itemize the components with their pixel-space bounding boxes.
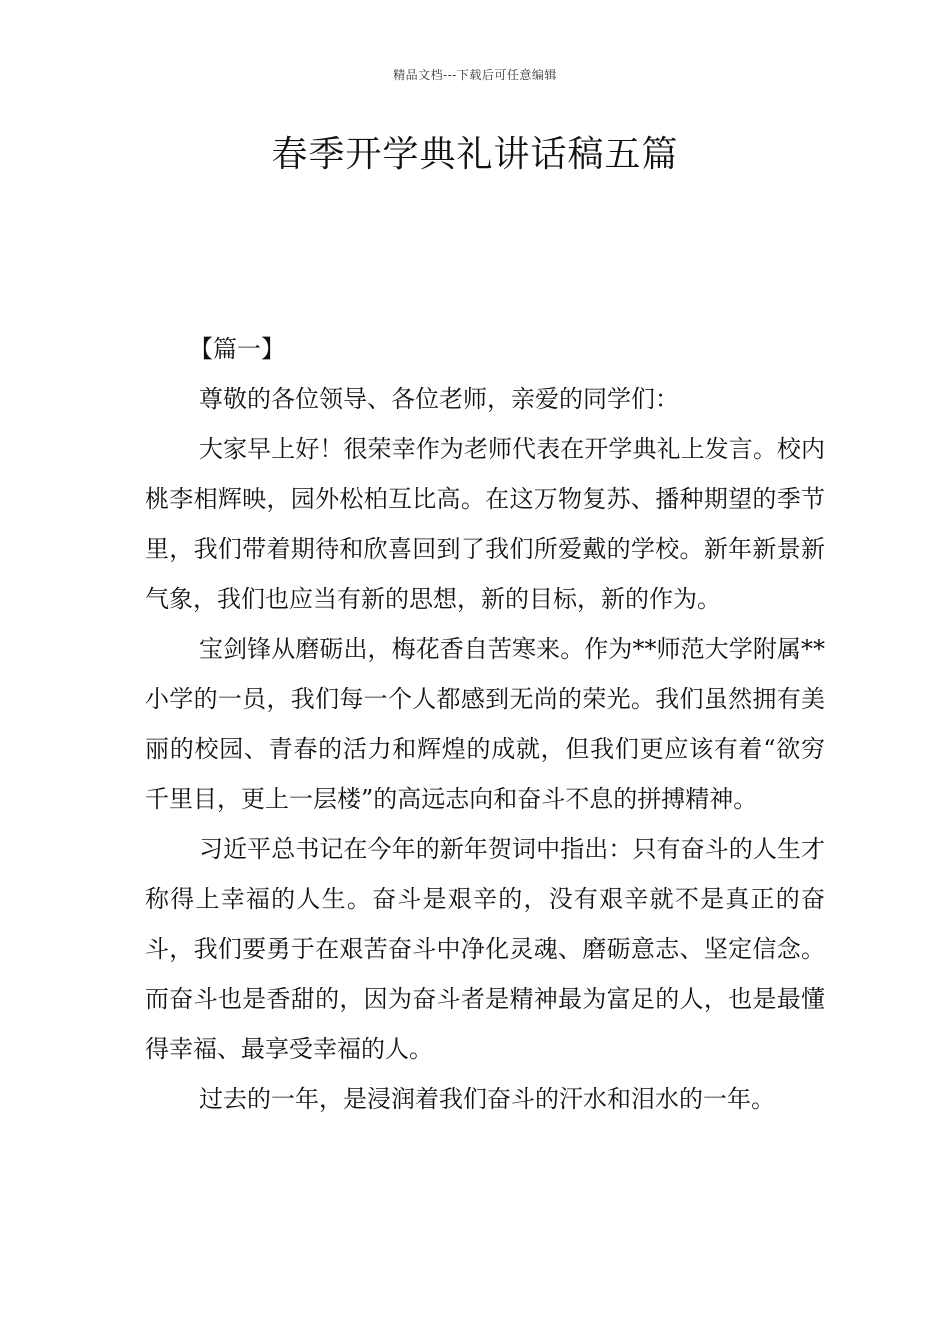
- page-title: 春季开学典礼讲话稿五篇: [271, 134, 679, 175]
- body-paragraph-3: 习近平总书记在今年的新年贺词中指出：只有奋斗的人生才称得上幸福的人生。奋斗是艰辛的，没有艰辛就不是真正的奋斗，我们要勇于在艰苦奋斗中净化灵魂、磨砺意志、坚定信念。而奋斗也是香甜的，因为奋斗者是精神最为富足的人，也是最懂得幸福、最享受幸福的人。: [145, 835, 825, 1063]
- body-paragraph-2: 宝剑锋从磨砺出，梅花香自苦寒来。作为**师范大学附属**小学的一员，我们每一个人都感到无尚的荣光。我们虽然拥有美丽的校园、青春的活力和辉煌的成就，但我们更应该有着“欲穷千里目，更上一层楼”的高远志向和奋斗不息的拼搏精神。: [145, 635, 825, 813]
- section-label: 【篇一】: [189, 335, 285, 363]
- body-paragraph-1: 大家早上好！很荣幸作为老师代表在开学典礼上发言。校内桃李相辉映，园外松柏互比高。在这万物复苏、播种期望的季节里，我们带着期待和欣喜回到了我们所爱戴的学校。新年新景新气象，我们也应当有新的思想，新的目标，新的作为。: [145, 435, 825, 613]
- salutation-paragraph: 尊敬的各位领导、各位老师，亲爱的同学们：: [199, 385, 679, 413]
- document-body: [145, 324, 825, 1124]
- header-note: 精品文档---下载后可任意编辑: [393, 68, 557, 82]
- body-paragraph-4: 过去的一年，是浸润着我们奋斗的汗水和泪水的一年。: [199, 1085, 775, 1113]
